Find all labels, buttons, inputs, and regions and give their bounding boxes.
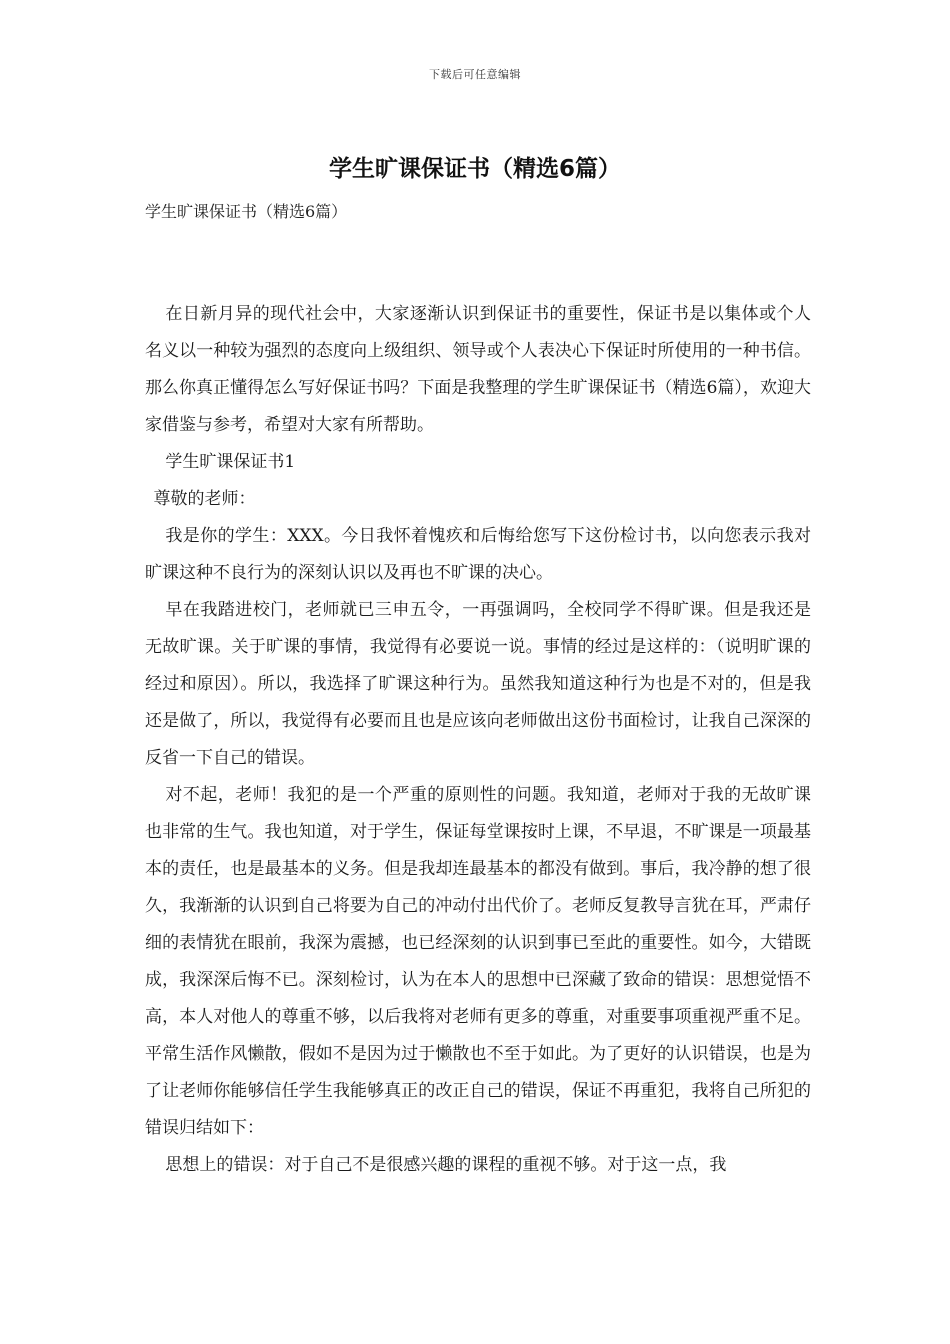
header-note: 下载后可任意编辑	[429, 68, 521, 81]
document-body	[145, 296, 811, 1184]
body-paragraph: 思想上的错误：对于自己不是很感兴趣的课程的重视不够。对于这一点，我	[165, 1155, 727, 1175]
document-title: 学生旷课保证书（精选6篇）	[328, 156, 621, 182]
salutation: 尊敬的老师：	[153, 489, 256, 509]
body-paragraph: 对不起，老师！我犯的是一个严重的原则性的问题。我知道，老师对于我的无故旷课也非常的生气。我也知道，对于学生，保证每堂课按时上课，不早退，不旷课是一项最基本的责任，也是最基本的义务。但是我却连最基本的都没有做到。事后，我冷静的想了很久，我渐渐的认识到自己将要为自己的冲动付出代价了。老师反复教导言犹在耳，严肃仔细的表情犹在眼前，我深为震撼，也已经深刻的认识到事已至此的重要性。如今，大错既成，我深深后悔不已。深刻检讨，认为在本人的思想中已深藏了致命的错误：思想觉悟不高，本人对他人的尊重不够，以后我将对老师有更多的尊重，对重要事项重视严重不足。平常生活作风懒散，假如不是因为过于懒散也不至于如此。为了更好的认识错误，也是为了让老师你能够信任学生我能够真正的改正自己的错误，保证不再重犯，我将自己所犯的错误归结如下：	[145, 785, 811, 1138]
document-subtitle: 学生旷课保证书（精选6篇）	[145, 202, 348, 221]
section-heading: 学生旷课保证书1	[165, 452, 296, 472]
body-paragraph: 早在我踏进校门，老师就已三申五令，一再强调吗，全校同学不得旷课。但是我还是无故旷课。关于旷课的事情，我觉得有必要说一说。事情的经过是这样的：（说明旷课的经过和原因）。所以，我选择了旷课这种行为。虽然我知道这种行为也是不对的，但是我还是做了，所以，我觉得有必要而且也是应该向老师做出这份书面检讨，让我自己深深的反省一下自己的错误。	[145, 600, 811, 768]
body-paragraph: 我是你的学生：XXX。今日我怀着愧疚和后悔给您写下这份检讨书，以向您表示我对旷课这种不良行为的深刻认识以及再也不旷课的决心。	[145, 526, 811, 583]
intro-paragraph: 在日新月异的现代社会中，大家逐渐认识到保证书的重要性，保证书是以集体或个人名义以一种较为强烈的态度向上级组织、领导或个人表决心下保证时所使用的一种书信。那么你真正懂得怎么写好保证书吗？下面是我整理的学生旷课保证书（精选6篇），欢迎大家借鉴与参考，希望对大家有所帮助。	[145, 304, 811, 435]
